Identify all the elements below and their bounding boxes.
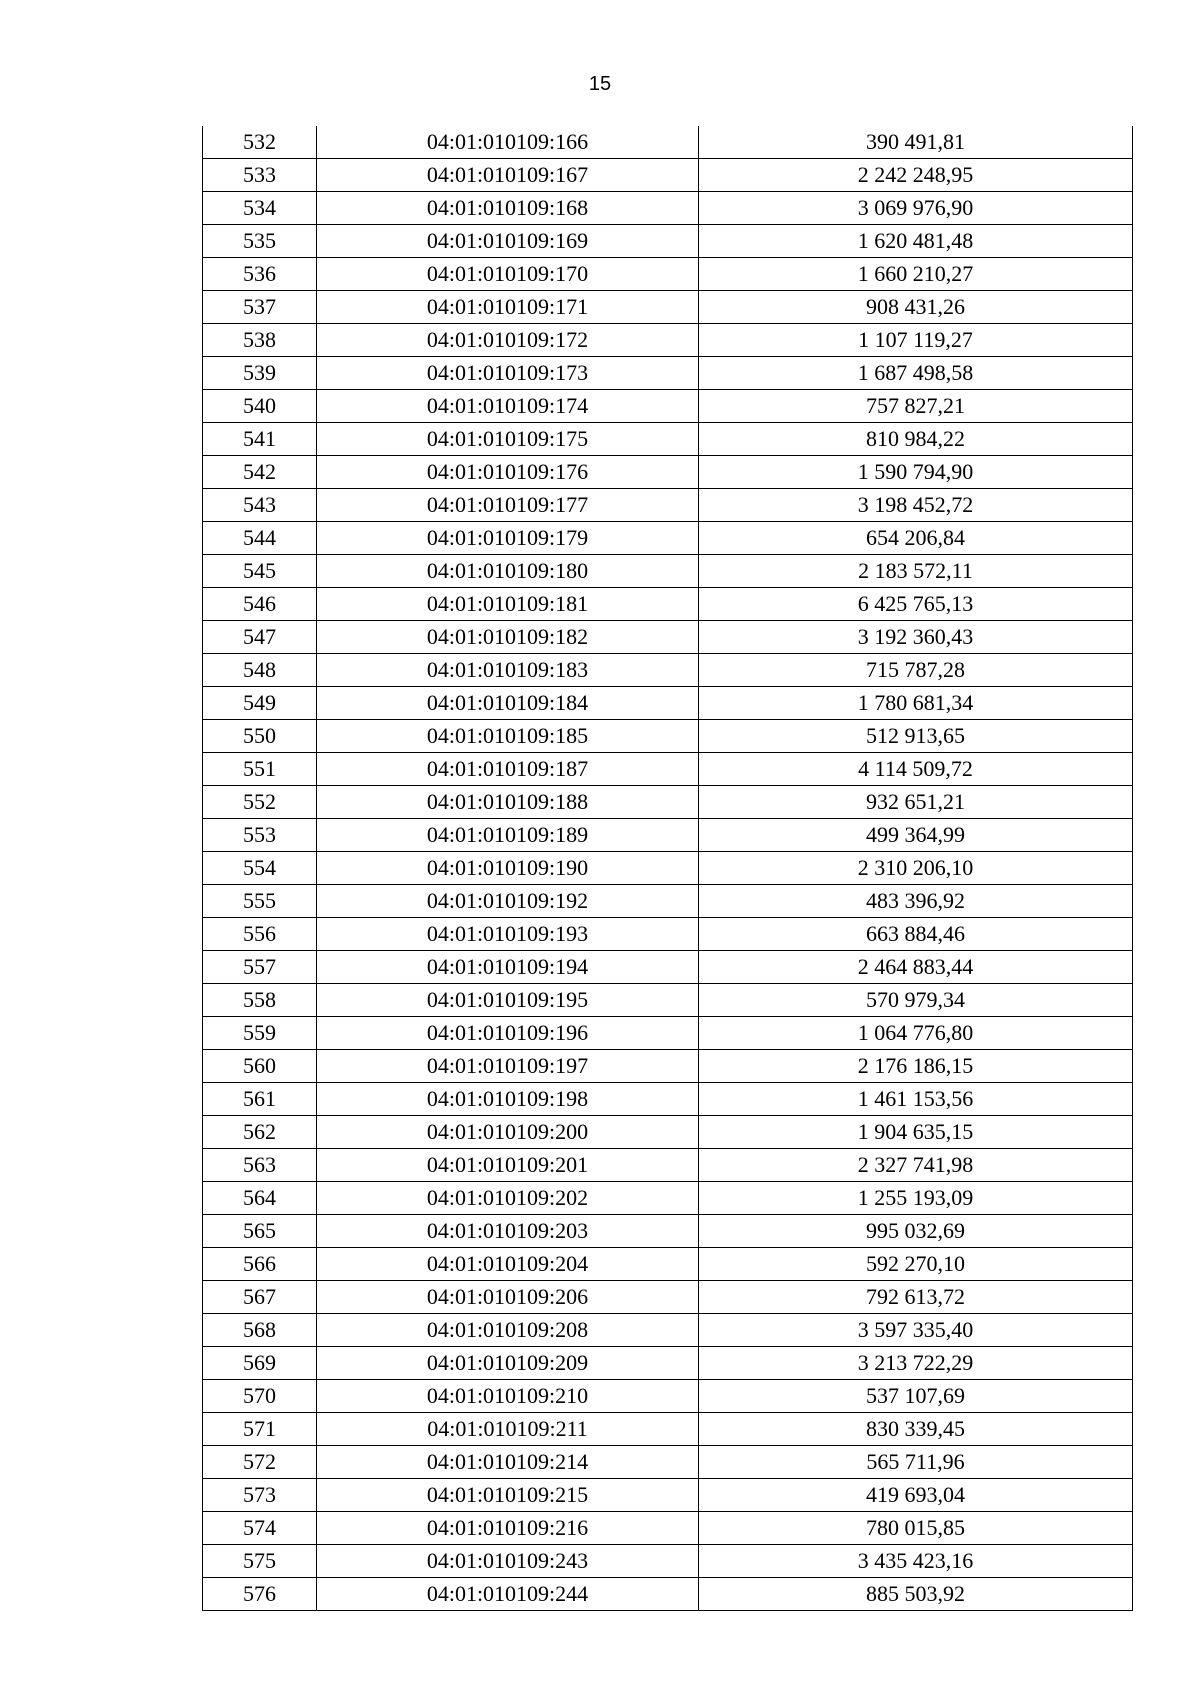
- cadastral-number-cell: 04:01:010109:215: [317, 1479, 699, 1512]
- cadastral-value-cell: 2 310 206,10: [699, 852, 1133, 885]
- table-row: [203, 951, 1133, 984]
- cadastral-value-cell: 1 590 794,90: [699, 456, 1133, 489]
- cadastral-value-cell: 3 597 335,40: [699, 1314, 1133, 1347]
- cadastral-value-cell: 390 491,81: [699, 126, 1133, 159]
- cadastral-number-cell: 04:01:010109:167: [317, 159, 699, 192]
- row-number-cell: 548: [203, 654, 317, 687]
- row-number-cell: 543: [203, 489, 317, 522]
- cadastral-number-cell: 04:01:010109:216: [317, 1512, 699, 1545]
- row-number-cell: 549: [203, 687, 317, 720]
- cadastral-number-cell: 04:01:010109:195: [317, 984, 699, 1017]
- cadastral-number-cell: 04:01:010109:192: [317, 885, 699, 918]
- cadastral-value-cell: 792 613,72: [699, 1281, 1133, 1314]
- table-row: [203, 588, 1133, 621]
- cadastral-value-cell: 1 660 210,27: [699, 258, 1133, 291]
- table-row: [203, 357, 1133, 390]
- cadastral-number-cell: 04:01:010109:200: [317, 1116, 699, 1149]
- table-row: [203, 126, 1133, 159]
- row-number-cell: 562: [203, 1116, 317, 1149]
- row-number-cell: 566: [203, 1248, 317, 1281]
- cadastral-number-cell: 04:01:010109:209: [317, 1347, 699, 1380]
- cadastral-number-cell: 04:01:010109:194: [317, 951, 699, 984]
- table-row: [203, 1182, 1133, 1215]
- row-number-cell: 544: [203, 522, 317, 555]
- cadastral-number-cell: 04:01:010109:202: [317, 1182, 699, 1215]
- row-number-cell: 573: [203, 1479, 317, 1512]
- table-body: [203, 126, 1133, 1611]
- cadastral-number-cell: 04:01:010109:193: [317, 918, 699, 951]
- cadastral-number-cell: 04:01:010109:174: [317, 390, 699, 423]
- row-number-cell: 539: [203, 357, 317, 390]
- cadastral-value-cell: 483 396,92: [699, 885, 1133, 918]
- cadastral-value-cell: 2 242 248,95: [699, 159, 1133, 192]
- cadastral-number-cell: 04:01:010109:189: [317, 819, 699, 852]
- cadastral-number-cell: 04:01:010109:243: [317, 1545, 699, 1578]
- row-number-cell: 555: [203, 885, 317, 918]
- cadastral-number-cell: 04:01:010109:188: [317, 786, 699, 819]
- row-number-cell: 533: [203, 159, 317, 192]
- cadastral-number-cell: 04:01:010109:184: [317, 687, 699, 720]
- row-number-cell: 576: [203, 1578, 317, 1611]
- row-number-cell: 535: [203, 225, 317, 258]
- cadastral-number-cell: 04:01:010109:166: [317, 126, 699, 159]
- cadastral-number-cell: 04:01:010109:172: [317, 324, 699, 357]
- row-number-cell: 570: [203, 1380, 317, 1413]
- cadastral-value-cell: 780 015,85: [699, 1512, 1133, 1545]
- cadastral-value-cell: 2 327 741,98: [699, 1149, 1133, 1182]
- row-number-cell: 558: [203, 984, 317, 1017]
- table-row: [203, 918, 1133, 951]
- cadastral-value-cell: 3 213 722,29: [699, 1347, 1133, 1380]
- table-row: [203, 258, 1133, 291]
- cadastral-value-cell: 2 464 883,44: [699, 951, 1133, 984]
- cadastral-value-cell: 565 711,96: [699, 1446, 1133, 1479]
- cadastral-number-cell: 04:01:010109:177: [317, 489, 699, 522]
- table-row: [203, 1446, 1133, 1479]
- table-row: [203, 654, 1133, 687]
- row-number-cell: 552: [203, 786, 317, 819]
- cadastral-value-cell: 4 114 509,72: [699, 753, 1133, 786]
- table-row: [203, 1050, 1133, 1083]
- row-number-cell: 572: [203, 1446, 317, 1479]
- row-number-cell: 538: [203, 324, 317, 357]
- table-row: [203, 1248, 1133, 1281]
- cadastral-value-cell: 654 206,84: [699, 522, 1133, 555]
- cadastral-number-cell: 04:01:010109:185: [317, 720, 699, 753]
- row-number-cell: 537: [203, 291, 317, 324]
- row-number-cell: 542: [203, 456, 317, 489]
- cadastral-number-cell: 04:01:010109:190: [317, 852, 699, 885]
- table-row: [203, 489, 1133, 522]
- row-number-cell: 571: [203, 1413, 317, 1446]
- row-number-cell: 556: [203, 918, 317, 951]
- row-number-cell: 559: [203, 1017, 317, 1050]
- cadastral-value-cell: 1 107 119,27: [699, 324, 1133, 357]
- table-row: [203, 1116, 1133, 1149]
- page-number: 15: [588, 73, 612, 95]
- cadastral-value-cell: 1 255 193,09: [699, 1182, 1133, 1215]
- table-row: [203, 1347, 1133, 1380]
- table-row: [203, 720, 1133, 753]
- table-row: [203, 423, 1133, 456]
- cadastral-value-cell: 592 270,10: [699, 1248, 1133, 1281]
- cadastral-value-cell: 537 107,69: [699, 1380, 1133, 1413]
- cadastral-value-cell: 6 425 765,13: [699, 588, 1133, 621]
- row-number-cell: 557: [203, 951, 317, 984]
- row-number-cell: 551: [203, 753, 317, 786]
- table-row: [203, 1545, 1133, 1578]
- table-row: [203, 1215, 1133, 1248]
- cadastral-number-cell: 04:01:010109:187: [317, 753, 699, 786]
- row-number-cell: 568: [203, 1314, 317, 1347]
- table-row: [203, 225, 1133, 258]
- cadastral-value-cell: 1 904 635,15: [699, 1116, 1133, 1149]
- table-row: [203, 1578, 1133, 1611]
- cadastral-value-cell: 2 176 186,15: [699, 1050, 1133, 1083]
- cadastral-value-cell: 3 198 452,72: [699, 489, 1133, 522]
- cadastral-number-cell: 04:01:010109:173: [317, 357, 699, 390]
- row-number-cell: 550: [203, 720, 317, 753]
- row-number-cell: 567: [203, 1281, 317, 1314]
- row-number-cell: 569: [203, 1347, 317, 1380]
- cadastral-value-cell: 1 620 481,48: [699, 225, 1133, 258]
- row-number-cell: 575: [203, 1545, 317, 1578]
- table-row: [203, 1017, 1133, 1050]
- table-row: [203, 852, 1133, 885]
- cadastral-value-cell: 995 032,69: [699, 1215, 1133, 1248]
- cadastral-value-table: [202, 126, 1133, 1611]
- cadastral-number-cell: 04:01:010109:168: [317, 192, 699, 225]
- row-number-cell: 560: [203, 1050, 317, 1083]
- cadastral-value-cell: 715 787,28: [699, 654, 1133, 687]
- cadastral-number-cell: 04:01:010109:176: [317, 456, 699, 489]
- cadastral-value-cell: 757 827,21: [699, 390, 1133, 423]
- cadastral-value-cell: 499 364,99: [699, 819, 1133, 852]
- cadastral-number-cell: 04:01:010109:182: [317, 621, 699, 654]
- cadastral-value-cell: 512 913,65: [699, 720, 1133, 753]
- table-row: [203, 324, 1133, 357]
- row-number-cell: 553: [203, 819, 317, 852]
- row-number-cell: 534: [203, 192, 317, 225]
- table-row: [203, 819, 1133, 852]
- cadastral-number-cell: 04:01:010109:197: [317, 1050, 699, 1083]
- table-row: [203, 687, 1133, 720]
- row-number-cell: 561: [203, 1083, 317, 1116]
- table-row: [203, 984, 1133, 1017]
- table-row: [203, 1479, 1133, 1512]
- cadastral-value-cell: 3 069 976,90: [699, 192, 1133, 225]
- row-number-cell: 564: [203, 1182, 317, 1215]
- table-row: [203, 786, 1133, 819]
- cadastral-number-cell: 04:01:010109:214: [317, 1446, 699, 1479]
- cadastral-value-cell: 1 461 153,56: [699, 1083, 1133, 1116]
- cadastral-value-cell: 3 192 360,43: [699, 621, 1133, 654]
- cadastral-number-cell: 04:01:010109:169: [317, 225, 699, 258]
- row-number-cell: 540: [203, 390, 317, 423]
- cadastral-value-cell: 810 984,22: [699, 423, 1133, 456]
- cadastral-number-cell: 04:01:010109:210: [317, 1380, 699, 1413]
- cadastral-number-cell: 04:01:010109:198: [317, 1083, 699, 1116]
- cadastral-value-cell: 663 884,46: [699, 918, 1133, 951]
- table-row: [203, 1083, 1133, 1116]
- table-row: [203, 159, 1133, 192]
- cadastral-value-cell: 908 431,26: [699, 291, 1133, 324]
- cadastral-number-cell: 04:01:010109:180: [317, 555, 699, 588]
- cadastral-number-cell: 04:01:010109:170: [317, 258, 699, 291]
- cadastral-number-cell: 04:01:010109:183: [317, 654, 699, 687]
- cadastral-value-cell: 830 339,45: [699, 1413, 1133, 1446]
- cadastral-value-cell: 419 693,04: [699, 1479, 1133, 1512]
- table-row: [203, 885, 1133, 918]
- cadastral-number-cell: 04:01:010109:181: [317, 588, 699, 621]
- table-row: [203, 1380, 1133, 1413]
- cadastral-value-cell: 1 687 498,58: [699, 357, 1133, 390]
- cadastral-value-cell: 3 435 423,16: [699, 1545, 1133, 1578]
- row-number-cell: 541: [203, 423, 317, 456]
- row-number-cell: 563: [203, 1149, 317, 1182]
- cadastral-number-cell: 04:01:010109:201: [317, 1149, 699, 1182]
- row-number-cell: 554: [203, 852, 317, 885]
- cadastral-value-cell: 1 780 681,34: [699, 687, 1133, 720]
- cadastral-number-cell: 04:01:010109:179: [317, 522, 699, 555]
- cadastral-number-cell: 04:01:010109:211: [317, 1413, 699, 1446]
- table-row: [203, 621, 1133, 654]
- cadastral-number-cell: 04:01:010109:171: [317, 291, 699, 324]
- cadastral-value-cell: 570 979,34: [699, 984, 1133, 1017]
- table-row: [203, 390, 1133, 423]
- cadastral-value-cell: 932 651,21: [699, 786, 1133, 819]
- cadastral-number-cell: 04:01:010109:208: [317, 1314, 699, 1347]
- row-number-cell: 547: [203, 621, 317, 654]
- table-row: [203, 1512, 1133, 1545]
- table-row: [203, 291, 1133, 324]
- cadastral-value-cell: 2 183 572,11: [699, 555, 1133, 588]
- cadastral-number-cell: 04:01:010109:206: [317, 1281, 699, 1314]
- row-number-cell: 545: [203, 555, 317, 588]
- table-row: [203, 192, 1133, 225]
- table-row: [203, 555, 1133, 588]
- cadastral-number-cell: 04:01:010109:175: [317, 423, 699, 456]
- table-row: [203, 1314, 1133, 1347]
- table-row: [203, 1281, 1133, 1314]
- row-number-cell: 532: [203, 126, 317, 159]
- cadastral-number-cell: 04:01:010109:196: [317, 1017, 699, 1050]
- row-number-cell: 574: [203, 1512, 317, 1545]
- row-number-cell: 546: [203, 588, 317, 621]
- cadastral-value-cell: 885 503,92: [699, 1578, 1133, 1611]
- table-row: [203, 522, 1133, 555]
- table-row: [203, 753, 1133, 786]
- table-row: [203, 1149, 1133, 1182]
- table-row: [203, 456, 1133, 489]
- cadastral-number-cell: 04:01:010109:203: [317, 1215, 699, 1248]
- table-row: [203, 1413, 1133, 1446]
- row-number-cell: 536: [203, 258, 317, 291]
- row-number-cell: 565: [203, 1215, 317, 1248]
- cadastral-value-cell: 1 064 776,80: [699, 1017, 1133, 1050]
- cadastral-number-cell: 04:01:010109:244: [317, 1578, 699, 1611]
- cadastral-number-cell: 04:01:010109:204: [317, 1248, 699, 1281]
